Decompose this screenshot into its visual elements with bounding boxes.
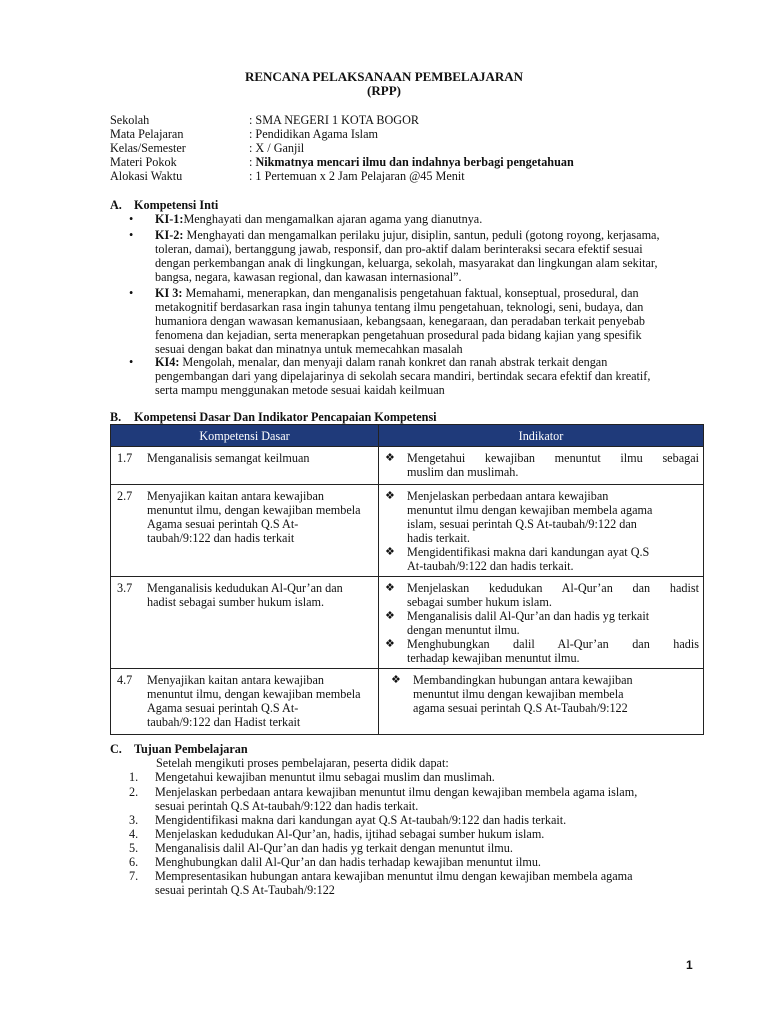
diamond-bullet-icon: ❖: [391, 674, 401, 686]
section-a-heading: A. Kompetensi Inti: [110, 198, 219, 212]
identity-label: Sekolah: [110, 113, 150, 127]
diamond-bullet-icon: ❖: [385, 452, 395, 464]
table-header-row: [111, 425, 704, 447]
table-row: 4.7 Menyajikan kaitan antara kewajiban menuntut ilmu, dengan kewajiban membela Agama sesuai perintah Q.S At- taubah/9:122 dan Hadist terkait ❖ Membandingkan hubungan antara kewajiban menuntut ilmu dengan kewajiban membela agama sesuai perintah Q.S At-Taubah/9:122: [111, 669, 704, 735]
diamond-bullet-icon: ❖: [385, 546, 395, 558]
identity-row-materi: [110, 155, 710, 169]
document-page: RENCANA PELAKSANAAN PEMBELAJARAN (RPP) Sekolah : SMA NEGERI 1 KOTA BOGOR Mata Pelajaran : Pendidikan Agama Islam Kelas/Semester : X / Ganjil Materi Pokok : Nikmatnya mencari ilmu dan indahnya berbagi pengetahuan Alokasi Waktu : 1 Pertemuan x 2 Jam Pelajaran @45 Menit A. Kompetensi Inti • KI-1:Menghayati dan mengamalkan ajaran agama yang dianutnya. • KI-2: Menghayati dan mengamalkan perilaku jujur, disiplin, santun, peduli (gotong royong, kerjasama, toleran, damai), bertanggung jawab, responsif, dan pro-aktif dalam berinteraksi secara efektif sesuai dengan perkembangan anak di lingkungan, keluarga, sekolah, masyarakat dan lingkungan alam sekitar, bangsa, negara, kawasan regional, dan kawasan internasional”. • KI 3: Memahami, menerapkan, dan menganalisis pengetahuan faktual, konseptual, prosedural, dan metakognitif berdasarkan rasa ingin tahunya tentang ilmu pengetahuan, teknologi, seni, budaya, dan humaniora dengan wawasan kemanusiaan, kebangsaan, kenegaraan, dan peradaban terkait penyebab fenomena dan kejadian, serta menerapkan pengetahuan prosedural pada bidang kajian yang spesifik sesuai dengan bakat dan minatnya untuk memecahkan masalah • KI4: Mengolah, menalar, dan menyaji dalam ranah konkret dan ranah abstrak terkait dengan pengembangan dari yang dipelajarinya di sekolah secara mandiri, bertindak secara efektif dan kreatif, serta mampu menggunakan metode sesuai kaidah keilmuan B. Kompetensi Dasar Dan Indikator Pencapaian Kompetensi Kompetensi Dasar Indikator 1.7 Menganalisis semangat keilmuan ❖ Mengetahui kewajiban menuntut ilmu sebagai muslim dan muslimah. 2.7 Menyajikan kaitan antara kewajiban menuntut ilmu, dengan kewajiban membela Agama sesuai perintah Q.S At- taubah/9:122 dan hadis terkait ❖ Menjelaskan perbedaan antara kewajiban menuntut ilmu dengan kewajiban membela agama islam, sesuai perintah Q.S At-taubah/9:122 dan hadis terkait. ❖ Mengidentifikasi makna dari kandungan ayat Q.S At-taubah/9:122 dan hadis terkait. 3.7 Menganalisis kedudukan Al-Qur’an dan hadist sebagai sumber hukum islam. ❖ Menjelaskan kedudukan Al-Qur’an dan hadist sebagai sumber hukum islam. ❖ Menganalisis dalil Al-Qur’an dan hadis yg terkait dengan menuntut ilmu. ❖ Menghubungkan dalil Al-Qur’an dan hadis terhadap kewajiban menuntut ilmu. 4.7 Menyajikan kaitan antara kewajiban menuntut ilmu, dengan kewajiban membela Agama sesuai perintah Q.S At- taubah/9:122 dan Hadist terkait ❖ Membandingkan hubungan antara kewajiban menuntut ilmu dengan kewajiban membela agama sesuai perintah Q.S At-Taubah/9:122 C. Tujuan Pembelajaran Setelah mengikuti proses pembelajaran, peserta didik dapat: 1. Mengetahui kewajiban menuntut ilmu sebagai muslim dan muslimah. 2. Menjelaskan perbedaan antara kewajiban menuntut ilmu dengan kewajiban membela agama islam, sesuai perintah Q.S At-taubah/9:122 dan hadis terkait. 3. Mengidentifikasi makna dari kandungan ayat Q.S At-taubah/9:122 dan hadis terkait. 4. Menjelaskan kedudukan Al-Qur’an, hadis, ijtihad sebagai sumber hukum islam. 5. Menganalisis dalil Al-Qur’an dan hadis yg terkait dengan menuntut ilmu. 6. Menghubungkan dalil Al-Qur’an dan hadis terhadap kewajiban menuntut ilmu. 7. Mempresentasikan hubungan antara kewajiban menuntut ilmu dengan kewajiban membela agama sesuai perintah Q.S At-Taubah/9:122 1: [0, 0, 768, 1024]
identity-value: : X / Ganjil: [249, 141, 305, 155]
identity-label: Materi Pokok: [110, 155, 177, 169]
kd-indikator-table: [110, 424, 704, 735]
identity-row-kelas: [110, 141, 710, 155]
diamond-bullet-icon: ❖: [385, 610, 395, 622]
identity-label: Alokasi Waktu: [110, 169, 183, 183]
doc-title: RENCANA PELAKSANAAN PEMBELAJARAN: [244, 69, 524, 84]
doc-subtitle: (RPP): [367, 83, 401, 98]
tujuan-intro: Setelah mengikuti proses pembelajaran, peserta didik dapat:: [156, 756, 449, 770]
table-row: 2.7 Menyajikan kaitan antara kewajiban menuntut ilmu, dengan kewajiban membela Agama sesuai perintah Q.S At- taubah/9:122 dan hadis terkait ❖ Menjelaskan perbedaan antara kewajiban menuntut ilmu dengan kewajiban membela agama islam, sesuai perintah Q.S At-taubah/9:122 dan hadis terkait. ❖ Mengidentifikasi makna dari kandungan ayat Q.S At-taubah/9:122 dan hadis terkait.: [111, 485, 704, 577]
identity-row-mapel: [110, 127, 710, 141]
identity-label: Mata Pelajaran: [110, 127, 184, 141]
table-row: 3.7 Menganalisis kedudukan Al-Qur’an dan hadist sebagai sumber hukum islam. ❖ Menjelaskan kedudukan Al-Qur’an dan hadist sebagai sumber hukum islam. ❖ Menganalisis dalil Al-Qur’an dan hadis yg terkait dengan menuntut ilmu. ❖ Menghubungkan dalil Al-Qur’an dan hadis terhadap kewajiban menuntut ilmu.: [111, 577, 704, 669]
diamond-bullet-icon: ❖: [385, 582, 395, 594]
col-indikator: Indikator: [379, 425, 704, 447]
identity-label: Kelas/Semester: [110, 141, 186, 155]
identity-value: : Pendidikan Agama Islam: [249, 127, 378, 141]
section-b-heading: B. Kompetensi Dasar Dan Indikator Pencapaian Kompetensi: [110, 410, 437, 424]
table-row: 1.7 Menganalisis semangat keilmuan ❖ Mengetahui kewajiban menuntut ilmu sebagai muslim dan muslimah.: [111, 447, 704, 485]
diamond-bullet-icon: ❖: [385, 638, 395, 650]
identity-row-alokasi: [110, 169, 710, 183]
identity-value: : 1 Pertemuan x 2 Jam Pelajaran @45 Menit: [249, 169, 465, 183]
col-kompetensi-dasar: Kompetensi Dasar: [111, 425, 379, 447]
identity-value: : SMA NEGERI 1 KOTA BOGOR: [249, 113, 419, 127]
page-number: 1: [686, 958, 693, 972]
diamond-bullet-icon: ❖: [385, 490, 395, 502]
identity-row-sekolah: [110, 113, 710, 127]
identity-value: : Nikmatnya mencari ilmu dan indahnya berbagi pengetahuan: [249, 155, 574, 169]
materi-pokok-value: Nikmatnya mencari ilmu dan indahnya berbagi pengetahuan: [255, 155, 574, 169]
section-c-heading: C. Tujuan Pembelajaran: [110, 742, 248, 756]
